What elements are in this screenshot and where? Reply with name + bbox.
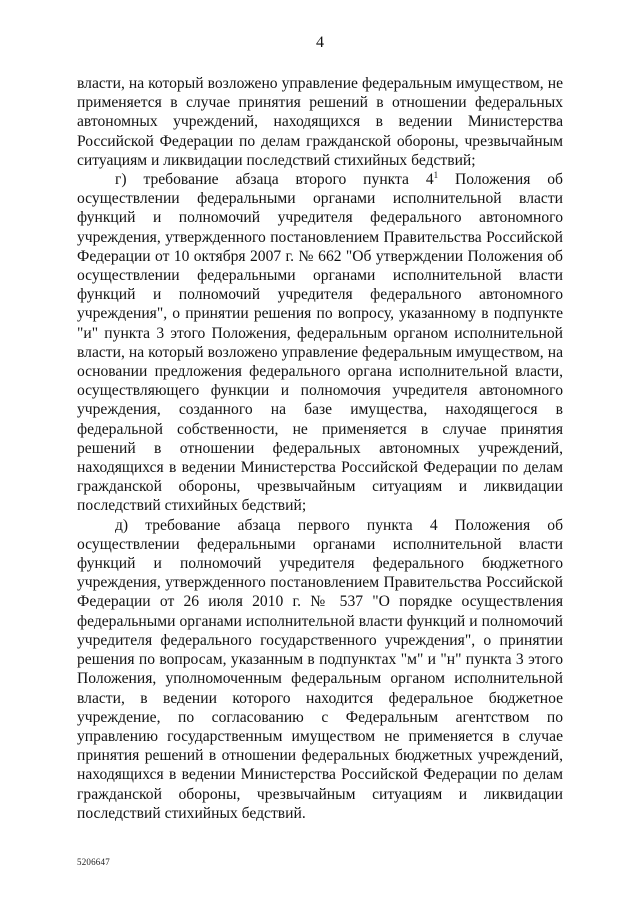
document-code: 5206647 — [77, 857, 110, 867]
page-number: 4 — [316, 34, 324, 51]
paragraph-item-g-rest: Положения об осуществлении федеральными органами исполнительной власти функций и полномочий учредителя федерального автономного учреждения, утвержденного постановлением Правительства Российской Федерации от 10 октября 2007 г. № 662 "Об утверждении Положения об осуществлении федеральными органами исполнительной власти функций и полномочий учредителя федерального автономного учреждения", о принятии решения по вопросу, указанному в подпункте "и" пункта 3 этого Положения, федеральным органом исполнительной власти, на который возложено управление федеральным имуществом, на основании предложения федерального органа исполнительной власти, осуществляющего функции и полномочия учредителя автономного учреждения, созданного на базе имущества, находящегося в федеральной собственности, не применяется в случае принятия решений в отношении федеральных автономных учреждений, находящихся в ведении Министерства Российской Федерации по делам гражданской обороны, чрезвычайным ситуациям и ликвидации последствий стихийных бедствий; — [77, 171, 563, 515]
paragraph-item-g — [77, 170, 563, 516]
paragraph-item-g-lead: г) требование абзаца второго пункта 4 — [115, 171, 434, 189]
paragraph-item-d: д) требование абзаца первого пункта 4 Положения об осуществлении федеральными органами исполнительной власти функций и полномочий учредителя федерального бюджетного учреждения, утвержденного постановлением Правительства Российской Федерации от 26 июля 2010 г. № 537 "О порядке осуществления федеральными органами исполнительной власти функций и полномочий учредителя федерального государственного учреждения", о принятии решения по вопросам, указанным в подпунктах "м" и "н" пункта 3 этого Положения, уполномоченным федеральным органом исполнительной власти, в ведении которого находится федеральное бюджетное учреждение, по согласованию с Федеральным агентством по управлению государственным имуществом не применяется в случае принятия решений в отношении федеральных бюджетных учреждений, находящихся в ведении Министерства Российской Федерации по делам гражданской обороны, чрезвычайным ситуациям и ликвидации последствий стихийных бедствий. — [77, 516, 563, 822]
document-body — [77, 74, 563, 823]
superscript-marker: 1 — [433, 169, 439, 180]
paragraph-continuation: власти, на который возложено управление федеральным имуществом, не применяется в случае принятия решений в отношении федеральных автономных учреждений, находящихся в ведении Министерства Российской Федерации по делам гражданской обороны, чрезвычайным ситуациям и ликвидации последствий стихийных бедствий; — [77, 75, 563, 169]
